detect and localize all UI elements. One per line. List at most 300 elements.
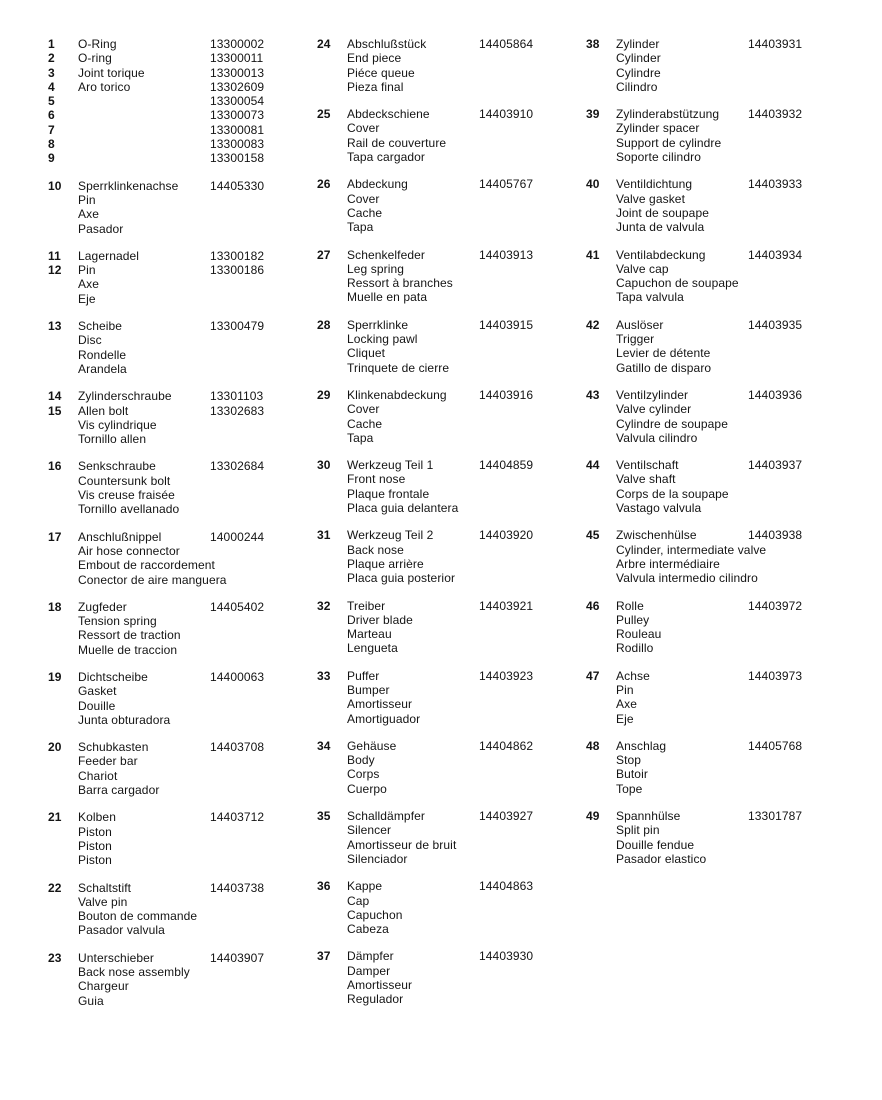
- item-name-line: Trigger: [616, 332, 655, 347]
- item-number: [48, 769, 78, 783]
- item-name-line: Senkschraube: [78, 459, 156, 474]
- part-number: 14403921: [479, 598, 534, 613]
- parts-row: [48, 909, 317, 923]
- item-name-line: Guia: [78, 993, 104, 1008]
- parts-block: [317, 879, 586, 936]
- item-number: 42: [586, 317, 600, 332]
- parts-row: [317, 248, 586, 262]
- parts-row: [586, 823, 882, 837]
- item-number: 45: [586, 528, 600, 543]
- item-name-line: Leg spring: [347, 261, 405, 276]
- parts-row: [48, 389, 317, 403]
- item-number: [586, 431, 616, 445]
- part-number: 14404859: [479, 458, 534, 473]
- item-number: 33: [317, 668, 331, 683]
- item-name-line: Back nose assembly: [78, 965, 190, 980]
- item-number: [317, 417, 347, 431]
- item-name-line: Cabeza: [347, 922, 389, 937]
- item-number: [317, 683, 347, 697]
- item-number: [317, 838, 347, 852]
- item-name-line: Muelle en pata: [347, 290, 428, 305]
- item-name-line: Zylinderabstützung: [616, 107, 720, 122]
- item-name-line: Rolle: [616, 598, 644, 613]
- item-name-line: [78, 151, 210, 165]
- item-number: 39: [586, 107, 600, 122]
- item-number: 22: [48, 880, 62, 895]
- parts-row: [586, 136, 882, 150]
- item-name-line: Muelle de traccion: [78, 642, 178, 657]
- item-number: [317, 922, 347, 936]
- item-name-line: Rail de couverture: [347, 135, 447, 150]
- item-number: [586, 51, 616, 65]
- item-name-line: Junta de valvula: [616, 220, 705, 235]
- parts-row: [48, 418, 317, 432]
- item-number: [48, 895, 78, 909]
- item-name-line: Eje: [616, 711, 634, 726]
- parts-row: [586, 458, 882, 472]
- item-number: [48, 628, 78, 642]
- parts-block: [48, 459, 317, 516]
- item-number: [586, 192, 616, 206]
- item-name-line: Regulador: [347, 992, 404, 1007]
- part-number: 14403738: [210, 880, 265, 895]
- part-number: 13301787: [748, 809, 803, 824]
- item-number: [317, 290, 347, 304]
- parts-row: [317, 627, 586, 641]
- item-name-line: Zylinder: [616, 37, 660, 51]
- item-number: [48, 643, 78, 657]
- item-name-line: Tapa valvula: [616, 290, 684, 305]
- parts-row: [48, 319, 317, 333]
- item-number: 44: [586, 458, 600, 473]
- part-number: 13302683: [210, 403, 265, 418]
- part-number: 14400063: [210, 669, 265, 684]
- parts-row: [317, 107, 586, 121]
- parts-row: [586, 51, 882, 65]
- parts-row: [317, 402, 586, 416]
- parts-row: [317, 318, 586, 332]
- parts-row: [317, 809, 586, 823]
- item-number: [586, 80, 616, 94]
- item-name-line: Split pin: [616, 823, 660, 838]
- parts-row: [48, 895, 317, 909]
- parts-block: [586, 318, 882, 375]
- parts-block: [48, 740, 317, 797]
- item-name-line: Locking pawl: [347, 332, 418, 347]
- item-name-line: Silenciador: [347, 851, 408, 866]
- parts-row: [586, 177, 882, 191]
- part-number: 13302609: [210, 79, 265, 94]
- item-number: [48, 418, 78, 432]
- parts-block: [317, 248, 586, 305]
- parts-row: [586, 290, 882, 304]
- parts-block: [48, 670, 317, 727]
- parts-row: [586, 402, 882, 416]
- item-number: 11: [48, 248, 61, 263]
- parts-block: [48, 530, 317, 587]
- parts-block: [317, 177, 586, 234]
- parts-row: [317, 753, 586, 767]
- parts-block: [48, 389, 317, 446]
- item-name-line: Cylindre: [616, 65, 661, 80]
- parts-row: [317, 37, 586, 51]
- parts-row: [586, 641, 882, 655]
- item-name-line: Werkzeug Teil 2: [347, 528, 434, 543]
- parts-row: [48, 825, 317, 839]
- item-name-line: Pulley: [616, 612, 650, 627]
- parts-row: [317, 964, 586, 978]
- parts-row: [317, 823, 586, 837]
- parts-row: [48, 670, 317, 684]
- parts-row: [586, 121, 882, 135]
- item-name-line: Cylinder: [616, 51, 661, 66]
- parts-row: [317, 290, 586, 304]
- item-name-line: Tension spring: [78, 614, 157, 629]
- parts-row: [48, 881, 317, 895]
- parts-row: [48, 94, 317, 108]
- item-number: [48, 839, 78, 853]
- parts-block: [586, 599, 882, 656]
- parts-row: [48, 404, 317, 418]
- item-name-line: Allen bolt: [78, 403, 129, 418]
- parts-row: [48, 544, 317, 558]
- item-number: [586, 220, 616, 234]
- item-number: 48: [586, 738, 600, 753]
- item-number: [48, 573, 78, 587]
- item-name-line: Piston: [78, 853, 112, 868]
- parts-block: [586, 528, 882, 585]
- parts-row: [586, 80, 882, 94]
- parts-row: [317, 388, 586, 402]
- parts-row: [48, 488, 317, 502]
- item-number: [317, 964, 347, 978]
- parts-row: [586, 571, 882, 585]
- item-name-line: Schaltstift: [78, 880, 132, 895]
- item-name-line: Placa guia posterior: [347, 571, 456, 586]
- item-number: [48, 362, 78, 376]
- parts-row: [48, 754, 317, 768]
- item-number: [48, 292, 78, 306]
- item-name-line: Abdeckschiene: [347, 107, 430, 122]
- item-number: [586, 627, 616, 641]
- item-name-line: Pin: [616, 682, 634, 697]
- parts-row: [48, 432, 317, 446]
- parts-block: [317, 318, 586, 375]
- parts-row: [317, 346, 586, 360]
- item-name-line: Amortisseur: [347, 978, 413, 993]
- item-number: [586, 402, 616, 416]
- item-number: 7: [48, 122, 55, 137]
- item-number: [317, 150, 347, 164]
- parts-row: [48, 979, 317, 993]
- item-number: [317, 767, 347, 781]
- item-name-line: [78, 94, 210, 108]
- part-number: 14403932: [748, 107, 803, 122]
- item-number: 19: [48, 669, 62, 684]
- item-number: [48, 754, 78, 768]
- parts-block: [586, 248, 882, 305]
- parts-block: [48, 951, 317, 1008]
- item-number: 46: [586, 598, 600, 613]
- parts-row: [48, 193, 317, 207]
- parts-row: [317, 599, 586, 613]
- parts-row: [317, 66, 586, 80]
- item-name-line: Cache: [347, 205, 383, 220]
- item-number: [586, 501, 616, 515]
- item-number: [317, 66, 347, 80]
- parts-row: [586, 599, 882, 613]
- part-number: 13300083: [210, 137, 265, 152]
- parts-row: [586, 417, 882, 431]
- item-name-line: Gasket: [78, 684, 117, 699]
- item-name-line: Trinquete de cierre: [347, 360, 450, 375]
- parts-block: [586, 107, 882, 164]
- item-number: [586, 262, 616, 276]
- parts-row: [317, 739, 586, 753]
- item-name-line: Arbre intermédiaire: [616, 556, 720, 571]
- item-number: [586, 852, 616, 866]
- part-number: 14403910: [479, 107, 534, 122]
- part-number: 13302684: [210, 459, 265, 474]
- item-number: [48, 825, 78, 839]
- item-number: [48, 193, 78, 207]
- item-number: [586, 571, 616, 585]
- parts-block: [317, 949, 586, 1006]
- parts-block: [48, 881, 317, 938]
- item-name-line: Cylinder, intermediate valve: [616, 542, 767, 557]
- parts-columns: [48, 37, 882, 1021]
- item-name-line: Amortiguador: [347, 711, 421, 726]
- item-name-line: Feeder bar: [78, 754, 138, 769]
- item-name-line: Body: [347, 753, 375, 768]
- parts-row: [317, 922, 586, 936]
- parts-row: [586, 627, 882, 641]
- parts-row: [586, 248, 882, 262]
- item-number: 49: [586, 809, 600, 824]
- item-name-line: Lagernadel: [78, 248, 140, 263]
- parts-block: [586, 669, 882, 726]
- item-number: [586, 613, 616, 627]
- part-number: 14403907: [210, 950, 265, 965]
- item-name-line: Rodillo: [616, 641, 654, 656]
- parts-row: [317, 852, 586, 866]
- item-name-line: Tapa: [347, 220, 374, 235]
- item-name-line: Driver blade: [347, 612, 413, 627]
- item-number: [317, 121, 347, 135]
- parts-row: [317, 487, 586, 501]
- item-name-line: Pasador valvula: [78, 923, 165, 938]
- parts-row: [586, 782, 882, 796]
- parts-row: [48, 151, 317, 165]
- item-name-line: [78, 137, 210, 151]
- item-name-line: Valvula cilindro: [616, 430, 698, 445]
- item-number: 9: [48, 151, 55, 166]
- item-name-line: Cylindre de soupape: [616, 416, 728, 431]
- item-number: [586, 782, 616, 796]
- item-name-line: Valve shaft: [616, 472, 676, 487]
- item-name-line: Support de cylindre: [616, 135, 722, 150]
- parts-row: [586, 192, 882, 206]
- parts-block: [317, 528, 586, 585]
- part-number: 13301103: [210, 389, 264, 404]
- item-name-line: Sperrklinke: [347, 317, 409, 332]
- item-number: [586, 290, 616, 304]
- parts-row: [48, 951, 317, 965]
- item-number: [586, 346, 616, 360]
- item-number: [586, 121, 616, 135]
- parts-row: [586, 753, 882, 767]
- item-number: [586, 683, 616, 697]
- item-number: [48, 502, 78, 516]
- item-name-line: Marteau: [347, 627, 392, 642]
- item-number: [48, 474, 78, 488]
- item-number: 36: [317, 879, 331, 894]
- item-number: [48, 979, 78, 993]
- item-name-line: Zugfeder: [78, 599, 127, 614]
- item-number: [586, 150, 616, 164]
- item-number: 26: [317, 177, 331, 192]
- item-name-line: Conector de aire manguera: [78, 572, 227, 587]
- parts-block: [317, 669, 586, 726]
- parts-block: [586, 37, 882, 94]
- parts-row: [586, 318, 882, 332]
- item-name-line: Kolben: [78, 810, 116, 825]
- item-name-line: Front nose: [347, 472, 406, 487]
- item-number: [586, 487, 616, 501]
- parts-row: [48, 699, 317, 713]
- item-name-line: Cliquet: [347, 346, 386, 361]
- parts-block: [48, 179, 317, 236]
- item-number: [48, 994, 78, 1008]
- part-number: 14403920: [479, 528, 534, 543]
- item-number: [48, 544, 78, 558]
- item-name-line: Scheibe: [78, 319, 123, 334]
- parts-block: [586, 739, 882, 796]
- item-name-line: Ventilzylinder: [616, 387, 689, 402]
- item-number: 24: [317, 37, 331, 51]
- part-number: 14403937: [748, 458, 803, 473]
- parts-row: [317, 501, 586, 515]
- item-name-line: Valve gasket: [616, 191, 686, 206]
- item-name-line: Capuchon: [347, 907, 403, 922]
- item-number: 37: [317, 949, 331, 964]
- parts-row: [317, 192, 586, 206]
- item-name-line: Werkzeug Teil 1: [347, 458, 434, 473]
- item-number: 40: [586, 177, 600, 192]
- parts-row: [48, 923, 317, 937]
- parts-row: [586, 346, 882, 360]
- parts-row: [317, 121, 586, 135]
- parts-row: [586, 838, 882, 852]
- parts-row: [317, 262, 586, 276]
- item-name-line: Levier de détente: [616, 346, 711, 361]
- parts-row: [317, 782, 586, 796]
- item-name-line: Axe: [616, 697, 637, 712]
- parts-row: [317, 177, 586, 191]
- parts-row: [317, 669, 586, 683]
- item-name-line: [78, 123, 210, 137]
- parts-row: [586, 557, 882, 571]
- item-name-line: Tornillo avellanado: [78, 502, 180, 517]
- item-name-line: Vis creuse fraisée: [78, 488, 175, 503]
- item-number: 43: [586, 387, 600, 402]
- item-name-line: Pasador: [78, 221, 124, 236]
- item-number: [317, 641, 347, 655]
- item-name-line: Embout de raccordement: [78, 558, 215, 573]
- parts-row: [586, 107, 882, 121]
- parts-block: [317, 809, 586, 866]
- parts-row: [317, 767, 586, 781]
- item-name-line: O-Ring: [78, 37, 117, 51]
- parts-row: [317, 206, 586, 220]
- part-number: 14404863: [479, 879, 534, 894]
- item-name-line: Abdeckung: [347, 177, 408, 192]
- item-name-line: Valve cap: [616, 261, 669, 276]
- item-name-line: Bumper: [347, 682, 390, 697]
- part-number: 13300002: [210, 37, 265, 51]
- parts-row: [48, 530, 317, 544]
- parts-row: [317, 949, 586, 963]
- parts-row: [48, 80, 317, 94]
- part-number: 14405864: [479, 37, 534, 51]
- item-name-line: Cache: [347, 416, 383, 431]
- parts-row: [317, 641, 586, 655]
- parts-row: [48, 459, 317, 473]
- part-number: 14403938: [748, 528, 803, 543]
- parts-row: [586, 501, 882, 515]
- parts-row: [586, 472, 882, 486]
- parts-row: [317, 332, 586, 346]
- item-name-line: Tope: [616, 781, 643, 796]
- parts-row: [317, 838, 586, 852]
- parts-row: [48, 179, 317, 193]
- parts-row: [317, 458, 586, 472]
- parts-row: [586, 220, 882, 234]
- item-name-line: Junta obturadora: [78, 712, 171, 727]
- item-number: [586, 838, 616, 852]
- parts-row: [317, 908, 586, 922]
- item-name-line: O-ring: [78, 51, 112, 66]
- item-name-line: Disc: [78, 333, 102, 348]
- item-number: [48, 923, 78, 937]
- item-number: [317, 80, 347, 94]
- parts-row: [586, 852, 882, 866]
- item-name-line: Douille: [78, 698, 116, 713]
- parts-row: [586, 361, 882, 375]
- parts-row: [317, 683, 586, 697]
- parts-row: [317, 136, 586, 150]
- parts-row: [317, 894, 586, 908]
- item-number: [48, 684, 78, 698]
- item-name-line: Zylinderschraube: [78, 389, 172, 404]
- item-number: [48, 333, 78, 347]
- item-number: 31: [317, 528, 331, 543]
- parts-column: [586, 37, 882, 879]
- item-name-line: Butoir: [616, 767, 648, 782]
- item-name-line: Pin: [78, 263, 96, 278]
- item-number: [586, 66, 616, 80]
- item-name-line: Ventildichtung: [616, 177, 693, 192]
- parts-row: [586, 739, 882, 753]
- item-number: [317, 543, 347, 557]
- part-number: 14403973: [748, 668, 803, 683]
- item-number: [586, 361, 616, 375]
- item-number: 27: [317, 247, 331, 262]
- part-number: 14403915: [479, 317, 534, 332]
- parts-row: [48, 207, 317, 221]
- item-name-line: Joint de soupape: [616, 205, 710, 220]
- item-number: [317, 627, 347, 641]
